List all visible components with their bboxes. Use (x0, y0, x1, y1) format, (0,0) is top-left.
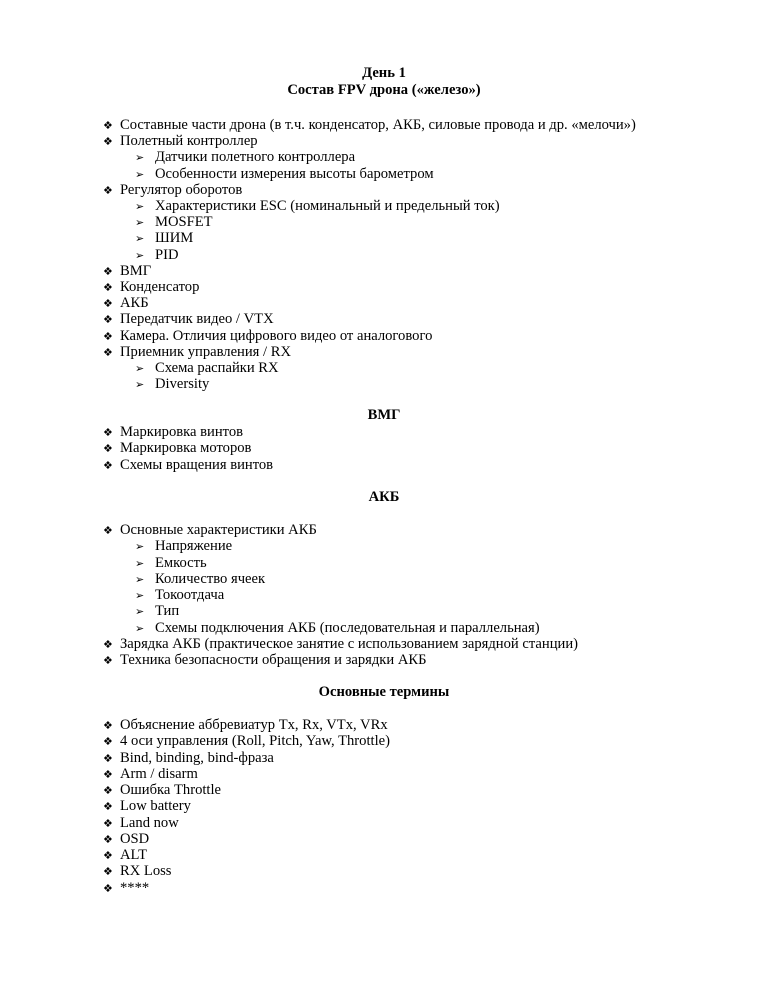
diamond-bullet-icon: ❖ (103, 183, 113, 197)
list-item (135, 538, 232, 554)
list-item (135, 166, 434, 182)
list-item (103, 424, 243, 440)
diamond-bullet-icon: ❖ (103, 637, 113, 651)
list-item (103, 263, 151, 279)
list-item (103, 863, 172, 879)
list-item-text: ШИМ (155, 230, 194, 247)
list-item (103, 117, 636, 133)
arrow-bullet-icon: ➢ (135, 605, 145, 619)
diamond-bullet-icon: ❖ (103, 345, 113, 359)
list-item-text: Передатчик видео / VTX (120, 311, 274, 328)
list-item-text: Land now (120, 814, 179, 831)
list-item-text: Токоотдача (155, 587, 225, 603)
diamond-bullet-icon: ❖ (103, 297, 113, 311)
list-item-text: Ошибка Throttle (120, 782, 222, 798)
list-item-text: Объяснение аббревиатур Tx, Rx, VTx, VRx (120, 717, 388, 733)
list-item-text: RX Loss (120, 863, 172, 880)
diamond-bullet-icon: ❖ (103, 865, 113, 879)
list-item (135, 360, 279, 376)
list-item (103, 847, 147, 863)
list-item-text: Составные части дрона (в т.ч. конденсатор, АКБ, силовые провода и др. «мелочи») (120, 117, 636, 133)
diamond-bullet-icon: ❖ (103, 849, 113, 862)
list-item (103, 279, 199, 295)
diamond-bullet-icon: ❖ (103, 735, 113, 749)
list-item (103, 815, 179, 831)
arrow-bullet-icon: ➢ (135, 378, 145, 392)
list-item-text: Bind, binding, bind-фраза (120, 749, 274, 766)
diamond-bullet-icon: ❖ (103, 832, 113, 846)
diamond-bullet-icon: ❖ (103, 751, 113, 765)
diamond-bullet-icon: ❖ (103, 881, 113, 895)
arrow-bullet-icon: ➢ (135, 621, 145, 635)
list-item (135, 376, 209, 392)
arrow-bullet-icon: ➢ (135, 362, 145, 375)
day-heading: День 1 (362, 65, 406, 81)
list-item-text: Особенности измерения высоты барометром (155, 165, 434, 182)
list-item-text: ALT (120, 847, 148, 863)
list-item-text: 4 оси управления (Roll, Pitch, Yaw, Throttle) (120, 733, 390, 750)
list-item (135, 230, 193, 246)
list-item-text: Полетный контроллер (120, 133, 258, 150)
list-item (103, 798, 191, 814)
list-item-text: Приемник управления / RX (120, 343, 292, 360)
arrow-bullet-icon: ➢ (135, 151, 145, 165)
list-item-text: Количество ячеек (155, 570, 266, 587)
list-item (135, 149, 355, 165)
list-item-text: Емкость (155, 554, 207, 571)
list-item (135, 555, 207, 571)
arrow-bullet-icon: ➢ (135, 540, 145, 554)
list-item (135, 620, 540, 636)
list-item (135, 214, 213, 230)
diamond-bullet-icon: ❖ (103, 767, 113, 781)
arrow-bullet-icon: ➢ (135, 248, 145, 262)
list-item (135, 571, 265, 587)
section-heading-vmg: ВМГ (367, 407, 401, 423)
list-item (103, 440, 251, 456)
list-item-text: Техника безопасности обращения и зарядки АКБ (120, 652, 427, 668)
list-item-text: Зарядка АКБ (практическое занятие с использованием зарядной станции) (120, 635, 578, 652)
diamond-bullet-icon: ❖ (103, 426, 113, 439)
list-item-text: Характеристики ESC (номинальный и предельный ток) (155, 198, 500, 214)
diamond-bullet-icon: ❖ (103, 784, 113, 797)
list-item (103, 311, 274, 327)
list-item (103, 782, 221, 798)
list-item (103, 766, 198, 782)
list-item (103, 831, 149, 847)
list-item-text: Схема распайки RX (155, 360, 279, 376)
list-item (103, 750, 274, 766)
section-heading-akb: АКБ (368, 489, 400, 505)
diamond-bullet-icon: ❖ (103, 719, 113, 732)
list-item (103, 328, 432, 344)
list-item-text: ВМГ (120, 262, 152, 279)
diamond-bullet-icon: ❖ (103, 329, 113, 343)
list-item (103, 133, 258, 149)
section-heading-terms: Основные термины (318, 684, 450, 700)
arrow-bullet-icon: ➢ (135, 200, 145, 213)
list-item-text: Маркировка винтов (120, 424, 244, 440)
list-item-text: Diversity (155, 376, 210, 393)
list-item-text: **** (120, 879, 150, 896)
arrow-bullet-icon: ➢ (135, 232, 145, 246)
list-item-text: Схемы вращения винтов (120, 456, 274, 473)
list-item (135, 603, 179, 619)
list-item (103, 733, 390, 749)
diamond-bullet-icon: ❖ (103, 524, 113, 537)
list-item-text: PID (155, 246, 179, 263)
diamond-bullet-icon: ❖ (103, 264, 113, 278)
arrow-bullet-icon: ➢ (135, 216, 145, 230)
diamond-bullet-icon: ❖ (103, 816, 113, 830)
list-item (103, 182, 242, 198)
list-item (103, 880, 149, 896)
list-item-text: Схемы подключения АКБ (последовательная и параллельная) (155, 619, 540, 636)
arrow-bullet-icon: ➢ (135, 572, 145, 586)
arrow-bullet-icon: ➢ (135, 589, 145, 602)
arrow-bullet-icon: ➢ (135, 556, 145, 570)
list-item-text: MOSFET (155, 214, 213, 231)
list-item (103, 295, 149, 311)
list-item-text: Конденсатор (120, 279, 200, 295)
diamond-bullet-icon: ❖ (103, 313, 113, 327)
list-item-text: Датчики полетного контроллера (155, 149, 356, 166)
list-item (103, 344, 291, 360)
diamond-bullet-icon: ❖ (103, 281, 113, 294)
diamond-bullet-icon: ❖ (103, 119, 113, 132)
diamond-bullet-icon: ❖ (103, 800, 113, 814)
list-item (103, 652, 427, 668)
list-item (103, 717, 388, 733)
list-item (135, 587, 224, 603)
diamond-bullet-icon: ❖ (103, 654, 113, 667)
list-item-text: OSD (120, 830, 150, 847)
diamond-bullet-icon: ❖ (103, 442, 113, 456)
list-item (135, 198, 500, 214)
list-item-text: Основные характеристики АКБ (120, 522, 317, 538)
list-item-text: Low battery (120, 798, 191, 815)
arrow-bullet-icon: ➢ (135, 167, 145, 181)
list-item-text: Тип (155, 603, 180, 620)
list-item (103, 457, 273, 473)
list-item-text: Маркировка моторов (120, 440, 252, 457)
list-item (135, 247, 179, 263)
diamond-bullet-icon: ❖ (103, 135, 113, 149)
list-item-text: Arm / disarm (120, 765, 198, 782)
list-item (103, 636, 578, 652)
list-item-text: Регулятор оборотов (120, 181, 243, 198)
document-title: Состав FPV дрона («железо») (287, 82, 481, 98)
list-item-text: Напряжение (155, 538, 233, 555)
list-item-text: АКБ (120, 295, 149, 312)
diamond-bullet-icon: ❖ (103, 458, 113, 472)
list-item-text: Камера. Отличия цифрового видео от аналогового (120, 327, 433, 344)
list-item (103, 522, 317, 538)
